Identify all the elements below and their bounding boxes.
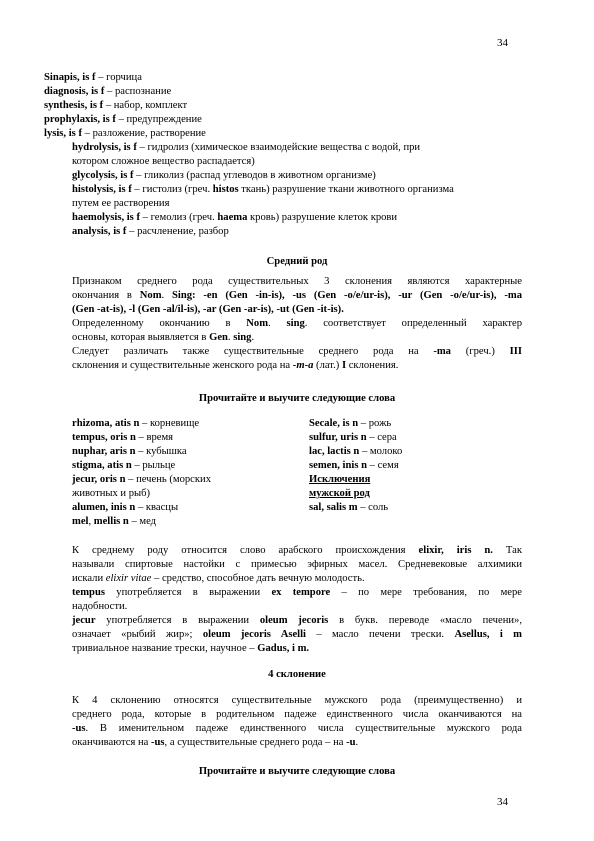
paragraph-line xyxy=(72,643,522,655)
definition: – корневище xyxy=(139,418,200,429)
text-bold: I xyxy=(341,360,347,371)
text: . xyxy=(355,737,359,748)
exceptions-heading xyxy=(309,474,370,486)
text-bold: III xyxy=(509,346,522,357)
vocab-entry xyxy=(72,460,175,472)
term: alumen, inis n xyxy=(72,502,136,513)
text-bold: oleum jecoris xyxy=(259,615,329,626)
paragraph-line: К 4 склонению относятся существительные мужского рода (преимущественно) и xyxy=(72,695,522,706)
text: (греч.) xyxy=(450,346,510,357)
paragraph-line: надобности. xyxy=(72,601,128,612)
text-italic: elixir vitae xyxy=(105,573,152,584)
term: Secale, is n xyxy=(309,418,359,429)
term-entry xyxy=(72,184,454,196)
term-entry xyxy=(44,72,142,84)
paragraph-line xyxy=(72,737,522,749)
text-bold: Sing: -en (Gen -in-is), -us (Gen -o/e/ur-is), -ur (Gen -o/e/ur-is), -ma xyxy=(172,290,522,301)
definition: – разложение, растворение xyxy=(81,128,206,139)
term-entry xyxy=(72,226,229,238)
definition: кровь) разрушение клеток крови xyxy=(247,212,398,223)
text: Следует различать также существительные среднего рода на xyxy=(72,346,434,357)
definition: животных и рыб) xyxy=(72,488,151,499)
text: К среднему роду относится слово арабского происхождения xyxy=(72,545,419,556)
term: mellis n xyxy=(93,516,129,527)
term-entry-continued xyxy=(72,198,169,210)
paragraph-line xyxy=(72,290,522,302)
definition: ткань) разрушение ткани животного организма xyxy=(238,184,454,195)
text: склонения и существительные женского рода на xyxy=(72,360,293,371)
definition: – гистолиз (греч. xyxy=(131,184,213,195)
text-bold: Nom xyxy=(246,318,269,329)
text-bold: ex tempore xyxy=(271,587,331,598)
text: – средство, способное дать вечную молодость. xyxy=(151,573,365,584)
term-entry xyxy=(44,114,202,126)
definition: – гликолиз (распад углеводов в живот​ном организме) xyxy=(133,170,376,181)
definition: – семя xyxy=(366,460,399,471)
text: склонения. xyxy=(346,360,399,371)
vocab-entry xyxy=(309,446,402,458)
term: hydrolysis, is f xyxy=(72,142,137,153)
text: . xyxy=(268,318,287,329)
paragraph-line: Признаком среднего рода существительных 3 склонения являются характерные xyxy=(72,276,522,287)
text-bold: Gadus, i m. xyxy=(257,643,310,654)
exceptions-label: Исключения xyxy=(309,474,371,485)
text: употребляется в выражении xyxy=(95,615,260,626)
text: означает «рыбий жир»; xyxy=(72,629,203,640)
text: – масло печени трески. xyxy=(306,629,455,640)
vocab-entry xyxy=(309,432,397,444)
text: употребляется в выражении xyxy=(104,587,272,598)
vocab-entry xyxy=(72,516,156,528)
vocab-entry xyxy=(72,432,173,444)
masculine-heading xyxy=(309,488,370,500)
term: lysis, is f xyxy=(44,128,82,139)
definition: – молоко xyxy=(359,446,403,457)
vocab-entry xyxy=(72,474,211,486)
heading-learn-words: Прочитайте и выучите следующие слова xyxy=(198,393,396,404)
term: jecur, oris n xyxy=(72,474,126,485)
text-bold: Nom xyxy=(139,290,162,301)
paragraph-line: среднего рода, которые в родительном падеже единственного числа оканчиваются на xyxy=(72,709,522,720)
term-entry xyxy=(72,142,420,154)
text-bold: -ma xyxy=(433,346,451,357)
definition: – печень (морских xyxy=(125,474,211,485)
text: . xyxy=(251,332,255,343)
term: Sinapis, is f xyxy=(44,72,96,83)
text: . В именительном падеже единственного числа существительные мужского рода xyxy=(85,723,522,734)
term: mel xyxy=(72,516,89,527)
vocab-entry xyxy=(72,502,178,514)
paragraph-line xyxy=(72,332,522,344)
text: . xyxy=(227,332,234,343)
term: nuphar, aris n xyxy=(72,446,136,457)
text: оканчиваются на xyxy=(72,737,151,748)
text-bold: -us xyxy=(72,723,86,734)
term-entry xyxy=(44,128,206,140)
paragraph-line xyxy=(72,723,522,735)
definition: – горчица xyxy=(95,72,142,83)
heading-neuter: Средний род xyxy=(266,256,328,267)
vocab-entry xyxy=(72,418,199,430)
term: diagnosis, is f xyxy=(44,86,105,97)
heading-learn-words-2: Прочитайте и выучите следующие слова xyxy=(198,766,396,777)
definition: – расчленение, разбор xyxy=(126,226,229,237)
text: , а существительные среднего рода – на xyxy=(164,737,347,748)
definition: – рыльце xyxy=(131,460,176,471)
paragraph-line xyxy=(72,587,522,599)
paragraph-line: называли спиртовые настойки с примесью эфирных масел. Средневековые алхимики xyxy=(72,559,522,570)
vocab-entry xyxy=(309,460,399,472)
text-bold: sing xyxy=(286,318,305,329)
term: lac, lactis n xyxy=(309,446,360,457)
greek-word: histos xyxy=(212,184,239,195)
term-entry xyxy=(72,170,376,182)
definition: путем ее растворения xyxy=(72,198,170,209)
definition: – набор, комплект xyxy=(103,100,188,111)
term-entry-continued xyxy=(72,156,255,168)
definition: – кубышка xyxy=(135,446,187,457)
text: основы, которая выявляется в xyxy=(72,332,210,343)
term: glycolysis, is f xyxy=(72,170,134,181)
term: tempus, oris n xyxy=(72,432,136,443)
text-bold: -us xyxy=(151,737,165,748)
term: synthesis, is f xyxy=(44,100,104,111)
vocab-entry xyxy=(309,502,388,514)
paragraph-line xyxy=(72,615,522,627)
text-bold: tempus xyxy=(72,587,105,598)
text: тривиальное название трески, научное – xyxy=(72,643,258,654)
term: analysis, is f xyxy=(72,226,127,237)
definition: котором сложное вещество распадается) xyxy=(72,156,255,167)
text: (лат.) xyxy=(313,360,342,371)
masculine-label: мужской род xyxy=(309,488,370,499)
paragraph-line xyxy=(72,318,522,330)
definition: , xyxy=(88,516,94,527)
page-number-top: 34 xyxy=(497,37,508,49)
greek-word: haema xyxy=(217,212,248,223)
text: окончания в xyxy=(72,290,140,301)
text: – по мере требования, по мере xyxy=(330,587,522,598)
paragraph-line xyxy=(72,346,522,358)
text: . соответствует определенный характер xyxy=(304,318,522,329)
text-bold: jecur xyxy=(72,615,96,626)
paragraph-line xyxy=(72,360,522,372)
definition: – мед xyxy=(128,516,157,527)
definition: – рожь xyxy=(358,418,392,429)
term-entry xyxy=(44,86,171,98)
definition: – гемолиз (греч. xyxy=(139,212,218,223)
vocab-entry xyxy=(72,446,187,458)
term: haemolysis, is f xyxy=(72,212,140,223)
text: Так xyxy=(492,545,522,556)
term-entry xyxy=(44,100,187,112)
text: Определенному окончанию в xyxy=(72,318,247,329)
definition: – соль xyxy=(357,502,389,513)
page-number-bottom: 34 xyxy=(497,796,508,808)
text: в букв. переводе «масло печени», xyxy=(328,615,522,626)
heading-declension-4: 4 склонение xyxy=(268,669,326,680)
vocab-entry xyxy=(309,418,391,430)
text-bold: elixir, iris n. xyxy=(418,545,493,556)
paragraph-line xyxy=(72,304,522,316)
definition: – гидролиз (химическое взаимодейские вещества с водой, при xyxy=(136,142,421,153)
definition: – сера xyxy=(366,432,397,443)
term: prophylaxis, is f xyxy=(44,114,116,125)
text: искали xyxy=(72,573,106,584)
term: semen, inis n xyxy=(309,460,367,471)
term: sulfur, uris n xyxy=(309,432,367,443)
text: . xyxy=(161,290,173,301)
term-entry xyxy=(72,212,397,224)
text-bold: Gen xyxy=(209,332,228,343)
text-bold: oleum jecoris Aselli xyxy=(202,629,306,640)
paragraph-line xyxy=(72,629,522,641)
term: histolysis, is f xyxy=(72,184,132,195)
definition: – время xyxy=(135,432,174,443)
text-bold: -u xyxy=(346,737,356,748)
definition: – распознание xyxy=(104,86,172,97)
text-bold: Asellus, i m xyxy=(454,629,522,640)
text-bold-italic: -m-a xyxy=(292,360,314,371)
text-bold: sing xyxy=(233,332,252,343)
paragraph-line xyxy=(72,573,522,585)
definition: – предупреждение xyxy=(115,114,202,125)
paragraph-line xyxy=(72,545,522,557)
text-bold: (Gen -at-is), -l (Gen -al/il-is), -ar (Gen -ar-is), -ut (Gen -it-is). xyxy=(72,304,344,315)
term: rhizoma, atis n xyxy=(72,418,140,429)
vocab-entry-continued xyxy=(72,488,150,500)
definition: – квасцы xyxy=(135,502,179,513)
term: stigma, atis n xyxy=(72,460,132,471)
term: sal, salis m xyxy=(309,502,358,513)
